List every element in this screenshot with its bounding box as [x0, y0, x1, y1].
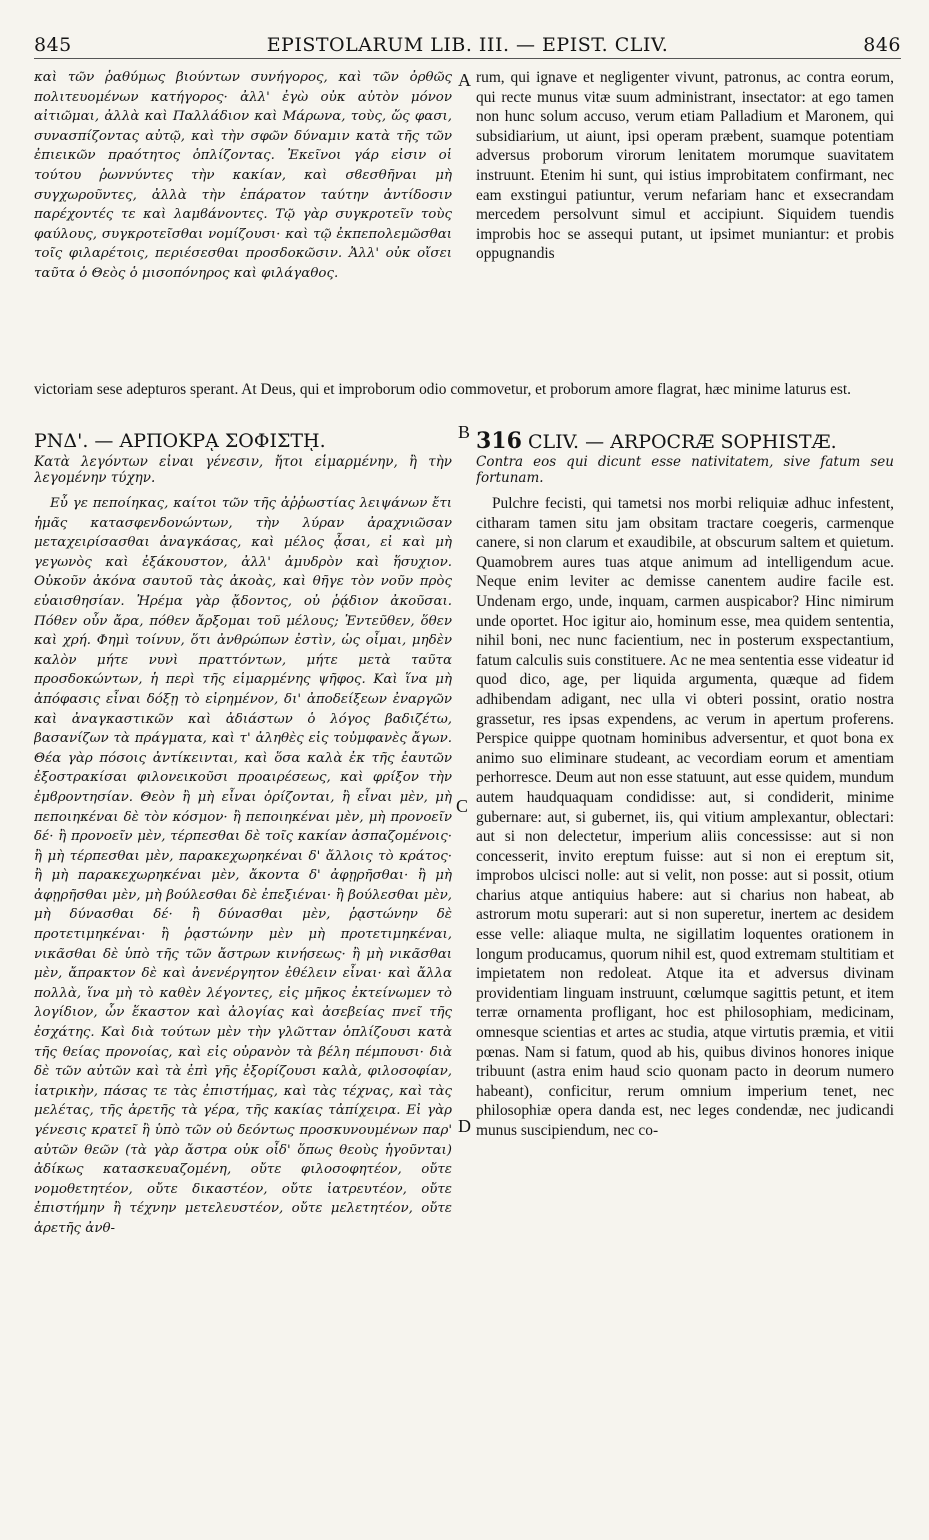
latin-letter-body [476, 494, 894, 1524]
greek-paragraph: καὶ τῶν ῥαθύμως βιούντων συνήγορος, καὶ τῶν ὀρθῶς πολιτευομένων κατήγορος· ἀλλ' ἐγὼ οὐκ αὐτὸν μόνον αἰτιῶμαι, ἀλλὰ καὶ Παλλάδιον καὶ Μάρωνα, τοὺς, ὥς φασι, συνασπίζοντας αὐτῷ, καὶ τὴν σφῶν δύναμιν κατὰ τῆς τῶν ἐπιεικῶν πραότητος ὁπλίζοντας. Ἐκεῖνοι γάρ εἰσιν οἱ τούτου ῥωννύντες τὴν κακίαν, καὶ σϐεσθῆναι μὴ συγχωροῦντες, ἀλλὰ τὴν ἐπάρατον ταύτην ἀντίδοσιν παρέχοντές τε καὶ λαμϐάνοντες. Τῷ γὰρ συγκροτεῖν τοὺς φαύλους, συγκροτεῖσθαι νομίζουσι· καὶ τῷ ἐκπεπολεμῶσθαι τοῖς φιλαρέτοις, περιέσεσθαι προσδοκῶσιν. Ἀλλ' οὐκ οἴσει ταῦτα ὁ Θεὸς ὁ μισοπόνηρος καὶ φιλάγαθος. [34, 70, 452, 281]
greek-body-text: Εὖ γε πεποίηκας, καίτοι τῶν τῆς ἀῤῥωστίας λειψάνων ἔτι ἡμᾶς κατασφενδονώντων, τὴν λύραν ἀραχνιῶσαν μεταχειρίσασθαι ἀναγκάσας, καὶ μέλος ᾆσαι, εἰ καὶ μὴ γεγωνὸς καὶ ἐξάκουστον, ἀλλ' ἀμυδρὸν καὶ ἥσυχιον. Οὐκοῦν ἀκόνα σαυτοῦ τὰς ἀκοὰς, καὶ θῆγε τὸν νοῦν πρὸς εὐαισθησίαν. Ἠρέμα γὰρ ᾄδοντος, οὐ ῥᾴδιον ἀκοῦσαι. Πόθεν οὖν ἄρα, πόθεν ἄρξομαι τοῦ μέλους; Ἐντεῦθεν, ὅθεν καὶ χρή. Φημὶ τοίνυν, ὅτι ἀνθρώπων ἐστὶν, ὡς οἶμαι, μηδὲν καλὸν μήτε νυνὶ πραττόντων, μήτε μετὰ ταῦτα προσδοκώντων, ἡ περὶ τῆς εἱμαρμένης ψῆφος. Καὶ ἵνα μὴ ἀπόφασις εἶναι δόξῃ τὸ εἰρημένον, δι' ἀποδείξεων ἐναργῶν καὶ ἀναγκαστικῶν καὶ ἀδιάστων ὁ λόγος βαδιζέτω, βασανίζων τὰ πράγματα, καὶ τ' ἀληθὲς εἰς τοὐμφανὲς ἄγων. Θέα γὰρ πόσοις ἀντίκεινται, καὶ ὅσα καλὰ ἐκ τῆς ἑαυτῶν ἐξοστρακίσαι φιλονεικοῦσι προαιρέσεως, καὶ φρίξον τὴν ἐμϐροντησίαν. Θεὸν ἢ μὴ εἶναι ὁρίζονται, ἢ εἶναι μὲν, μὴ πεποιηκέναι δὲ τὸν κόσμον· ἢ πεποιηκέναι μὲν, μὴ προνοεῖν δέ· ἢ προνοεῖν μὲν, τέρπεσθαι δὲ τοῖς κακίαν ἀσπαζομένοις· ἢ μὴ τέρπεσθαι μὲν, παρακεχωρηκέναι δ' ἄλλοις τὸ κράτος· ἢ μὴ παρακεχωρηκέναι μὲν, ἄκοντα δ' ἀφῃρῆσθαι· ἢ μὴ ἀφῃρῆσθαι μὲν, μὴ βούλεσθαι δὲ ἐπεξιέναι· ἢ βούλεσθαι μὲν, μὴ δύνασθαι δέ· ἢ δύνασθαι μὲν, ῥᾳστώνην δὲ προτετιμηκέναι· ἢ ῥᾳστώνην μὲν μὴ προτετιμηκέναι, νικᾶσθαι δὲ ὑπὸ τῆς τῶν ἄστρων κινήσεως· ἢ μὴ νικᾶσθαι μὲν, ἄπρακτον δὲ καὶ ἀνενέργητον ἐθέλειν εἶναι· καὶ ἄλλα πολλὰ, ἵνα μὴ τὸ καθὲν λέγοντες, εἰς μῆκος ἐκτείνωμεν τὸ λογίδιον, ὧν ἕκαστον καὶ ἀλογίας καὶ ἀσεβείας πνεῖ τῆς ἐσχάτης. Καὶ διὰ τούτων μὲν τὴν γλῶτταν ὁπλίζουσι κατὰ τῆς θείας προνοίας, καὶ εἰς οὐρανὸν τὰ βέλη πέμπουσι· διὰ δὲ τῶν αὐτῶν καὶ τὰ ἐπὶ γῆς ἐξορίζουσι καλὰ, φιλοσοφίαν, ἰατρικὴν, πάσας τε τὰς ἐπιστήμας, καὶ τὰς τέχνας, καὶ τὰς μελέτας, τῆς ἀρετῆς τὰ γέρα, τῆς κακίας τἀπίχειρα. Εἰ γὰρ γένεσις κρατεῖ ἢ ὑπὸ τῶν οὐ δεόντως προσκυνουμένων παρ' αὐτῶν θεῶν (τὰ γὰρ ἄστρα οὐκ οἶδ' ὅπως θεοὺς ἡγοῦνται) ἀδίκως κατασκευαζομένη, οὔτε φιλοσοφητέον, οὔτε νομοθετητέον, οὔτε δικαστέον, οὔτε ἰατρευτέον, οὔτε ἐπιστήμην ἢ τέχνην μετελευστέον, οὔτε μελετητέον, οὔτε ἀρετῆς ἀνθ- [34, 496, 452, 1236]
greek-column-continuation [34, 68, 452, 378]
latin-letter-subheading [476, 454, 894, 492]
running-title: EPISTOLARUM LIB. III. — EPIST. CLIV. [266, 34, 669, 56]
latin-letter-title: CLIV. — ARPOCRÆ SOPHISTÆ. [527, 431, 837, 453]
page-number-left: 845 [34, 34, 72, 56]
margin-marker-b: B [458, 422, 471, 442]
latin-paragraph: rum, qui ignave et negligenter vivunt, patronus, ac contra eorum, qui recte munus vitæ suum administrant, insectator: at ego tamen non hunc solum accuso, verum etiam Palladium et Maronem, qui subsidiarium, ut aiunt, ipsi operam præbent, suamque potentiam adversus proborum virorum lenitatem morumque suavitatem instruunt. Etenim hi sunt, qui istius improbitatem confirmant, nec eam exstingui patiuntur, verum nefariam hanc et exsecrandam mercedem persolvunt simul et accipiunt. Siquidem tuendis improbis hoc se assequi putant, ut ipsimet muniantur: et probis oppugnandis [476, 69, 894, 263]
greek-letter-subtitle: Κατὰ λεγόντων εἶναι γένεσιν, ἤτοι εἱμαρμένην, ἢ τὴν λεγομένην τύχην. [34, 454, 452, 486]
latin-closing-text: victoriam sese adepturos sperant. At Deus, qui et improborum odio commovetur, et proborum amore flagrat, hæc minime laturus est. [34, 381, 852, 398]
greek-letter-body [34, 494, 452, 1524]
latin-letter-title-line [476, 430, 894, 453]
running-head [34, 34, 901, 59]
margin-marker-a: A [458, 70, 471, 90]
page-number-right: 846 [863, 34, 901, 56]
latin-body-text: Pulchre fecisti, qui tametsi nos morbi reliquiæ adhuc infestent, citharam tamen situ jam obsitam tractare coegeris, carmenque canere, si non clarum et exaudibile, at obscurum saltem et quietum. Quamobrem aures tuas atque animum ad intelligendum acue. Neque enim leviter ac demisse canentem audire facile est. Undenam ergo, unde, inquam, carmen auspicabor? Hinc nimirum unde oportet. Hoc igitur aio, hominum esse, mea quidem sententia, nihil boni, nec nunc facientium, nec in posterum exspectantium, fatum calculis suis constituere. Ac ne mea sententia esse videatur id quod dico, age, per liquida argumenta, quæque ad fidem adhibendam adigant, nec ulla vi obteri possint, oratio nostra grassetur, res ipsas expendens, ac verum in apertum proferens. Perspice quippe quotnam hominibus adversentur, et quot bona ex animo suo eliminare studeant, ac vecordiam eorum et amentiam perhorresce. Deum aut non esse statuunt, aut esse quidem, mundum autem haudquaquam condidisse: aut, si condiderit, minime gubernare: aut, si gubernet, iis, qui vitium amplexantur, oblectari: aut si non delectetur, imperium aliis concessisse: aut si non concesserit, invito ereptum fuisse: aut si non ei ereptum sit, improbos ulcisci nolle: aut si velit, non posse: aut si possit, otium charius atque antiquius habere: aut si charius non habeat, ab astrorum motu superari: aut si non superetur, inertem ac desidem esse velle: aliaque multa, ne sigillatim loquentes orationem in longum producamus, quorum nihil est, quod extremam stultitiam et impietatem non redoleat. Atque ita et adversus divinam providentiam linguam instruunt, cœlumque sagittis petunt, et item terræ ornamenta profligant, hoc est philosophiam, medicinam, omnesque scientias et artes ac studia, atque virtutis præmia, et vitii pœnas. Nam si fatum, quod ab his, quibus divinos honores inique tribuunt (astra enim haud scio quonam pacto in deorum numero habeant), conficitur, rerum omnium imperium tenet, nec philosophiæ opera danda est, nec leges condendæ, nec judicandi munus suscipiendum, nec co- [476, 495, 894, 1139]
greek-letter-subheading [34, 454, 452, 492]
margin-marker-d: D [458, 1116, 471, 1136]
margin-marker-c: C [456, 796, 469, 816]
latin-column-continuation [476, 68, 894, 378]
greek-letter-title: ΡΝΔ'. — ΑΡΠΟΚΡᾼ ΣΟΦΙΣΤῌ. [34, 430, 326, 452]
column-number: 316 [476, 430, 522, 454]
latin-letter-heading [476, 430, 894, 454]
latin-letter-subtitle: Contra eos qui dicunt esse nativitatem, sive fatum seu fortunam. [476, 454, 894, 486]
latin-full-width-line [34, 380, 894, 422]
greek-letter-heading [34, 430, 452, 454]
